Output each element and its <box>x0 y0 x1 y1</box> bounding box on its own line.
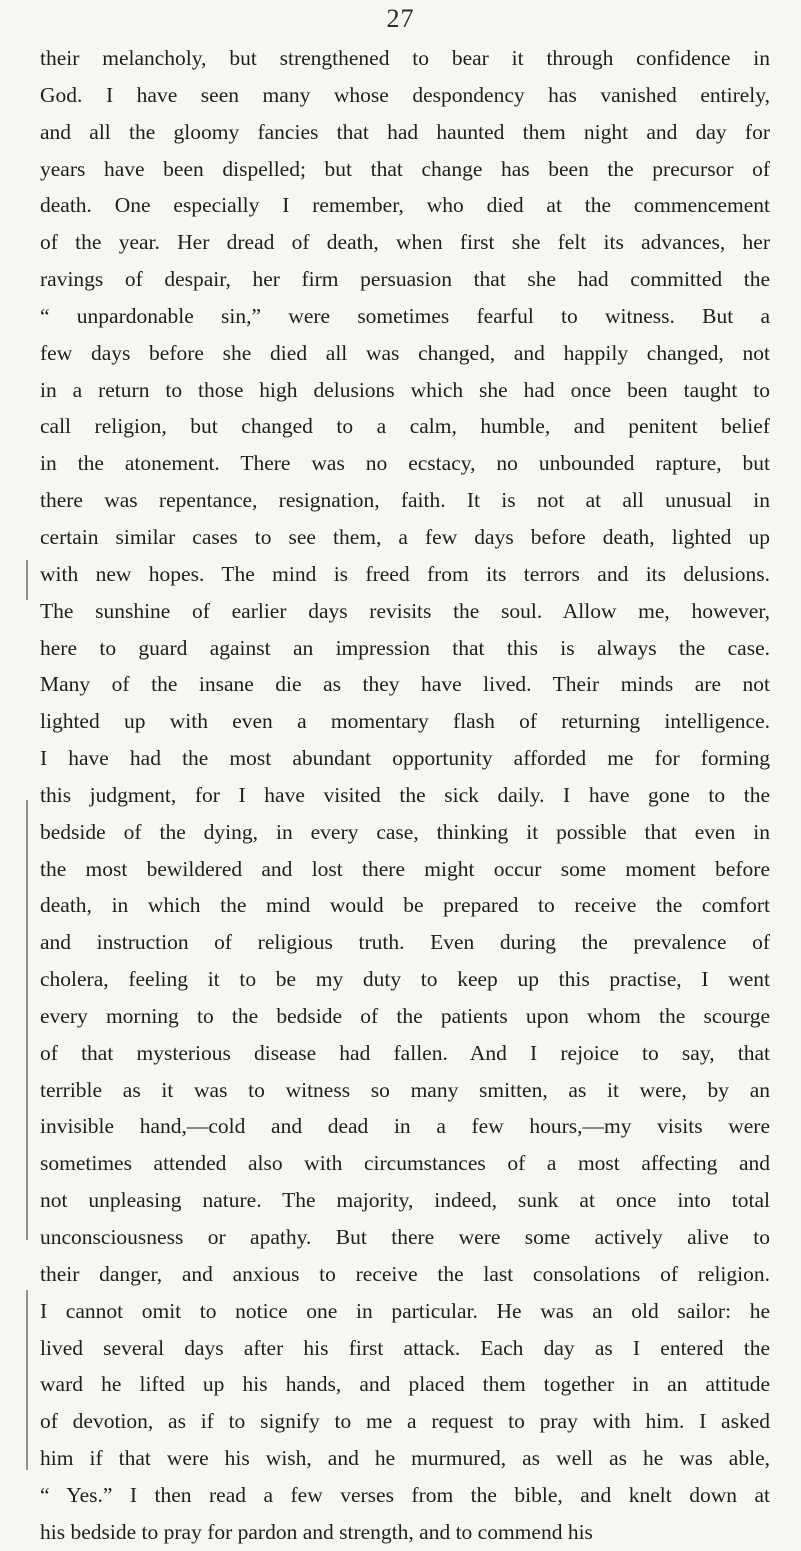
text-line: The sunshine of earlier days revisits the soul. Allow me, however, <box>40 598 770 623</box>
page-edge-shadow <box>26 560 28 600</box>
text-line: terrible as it was to witness so many smitten, as it were, by an <box>40 1077 770 1102</box>
text-line: their melancholy, but strengthened to bear it through confidence in <box>40 46 770 70</box>
text-line: years have been dispelled; but that change has been the precursor of <box>40 156 770 181</box>
text-line: their danger, and anxious to receive the last consolations of religion. <box>40 1261 770 1286</box>
text-line: in a return to those high delusions which she had once been taught to <box>40 377 770 402</box>
text-line: death, in which the mind would be prepared to receive the comfort <box>40 893 770 918</box>
text-line: in the atonement. There was no ecstacy, no unbounded rapture, but <box>40 451 770 476</box>
text-line: few days before she died all was changed, and happily changed, not <box>40 340 770 365</box>
text-line: cholera, feeling it to be my duty to keep up this practise, I went <box>40 967 770 992</box>
text-line: ward he lifted up his hands, and placed them together in an attitude <box>40 1372 770 1397</box>
text-line: here to guard against an impression that this is always the case. <box>40 635 770 660</box>
text-line: invisible hand,—cold and dead in a few hours,—my visits were <box>40 1114 770 1139</box>
text-line: bedside of the dying, in every case, thinking it possible that even in <box>40 819 770 844</box>
text-line: the most bewildered and lost there might occur some moment before <box>40 856 770 881</box>
text-line: lived several days after his first attack. Each day as I entered the <box>40 1335 770 1360</box>
text-line: death. One especially I remember, who died at the commencement <box>40 193 770 218</box>
text-line: certain similar cases to see them, a few days before death, lighted up <box>40 524 770 549</box>
text-line: I have had the most abundant opportunity afforded me for forming <box>40 746 770 771</box>
text-line: call religion, but changed to a calm, humble, and penitent belief <box>40 414 770 439</box>
body-text <box>40 40 770 1551</box>
text-line: and instruction of religious truth. Even during the prevalence of <box>40 930 770 955</box>
text-line: of devotion, as if to signify to me a request to pray with him. I asked <box>40 1409 770 1434</box>
text-line: God. I have seen many whose despondency has vanished entirely, <box>40 82 770 107</box>
page-edge-shadow <box>26 1290 28 1470</box>
text-line: I cannot omit to notice one in particular. He was an old sailor: he <box>40 1298 770 1323</box>
text-line: this judgment, for I have visited the sick daily. I have gone to the <box>40 782 770 807</box>
text-line: every morning to the bedside of the patients upon whom the scourge <box>40 1003 770 1028</box>
text-line: with new hopes. The mind is freed from its terrors and its delusions. <box>40 561 770 586</box>
text-line: of the year. Her dread of death, when first she felt its advances, her <box>40 230 770 255</box>
text-line: Many of the insane die as they have lived. Their minds are not <box>40 672 770 697</box>
text-line: not unpleasing nature. The majority, indeed, sunk at once into total <box>40 1188 770 1213</box>
text-line: “ unpardonable sin,” were sometimes fearful to witness. But a <box>40 303 770 328</box>
text-line: there was repentance, resignation, faith. It is not at all unusual in <box>40 488 770 513</box>
text-line: him if that were his wish, and he murmured, as well as he was able, <box>40 1446 770 1471</box>
text-line: “ Yes.” I then read a few verses from the bible, and knelt down at <box>40 1482 770 1507</box>
page-edge-shadow <box>26 800 28 1240</box>
text-line: unconsciousness or apathy. But there were some actively alive to <box>40 1225 770 1249</box>
text-line: lighted up with even a momentary flash of returning intelligence. <box>40 709 770 734</box>
text-line: ravings of despair, her firm persuasion that she had committed the <box>40 267 770 292</box>
page-number: 27 <box>386 4 415 33</box>
text-line: of that mysterious disease had fallen. And I rejoice to say, that <box>40 1040 770 1065</box>
text-line: and all the gloomy fancies that had haunted them night and day for <box>40 119 770 144</box>
text-line: his bedside to pray for pardon and strength, and to commend his <box>40 1519 593 1544</box>
text-line: sometimes attended also with circumstances of a most affecting and <box>40 1151 770 1176</box>
